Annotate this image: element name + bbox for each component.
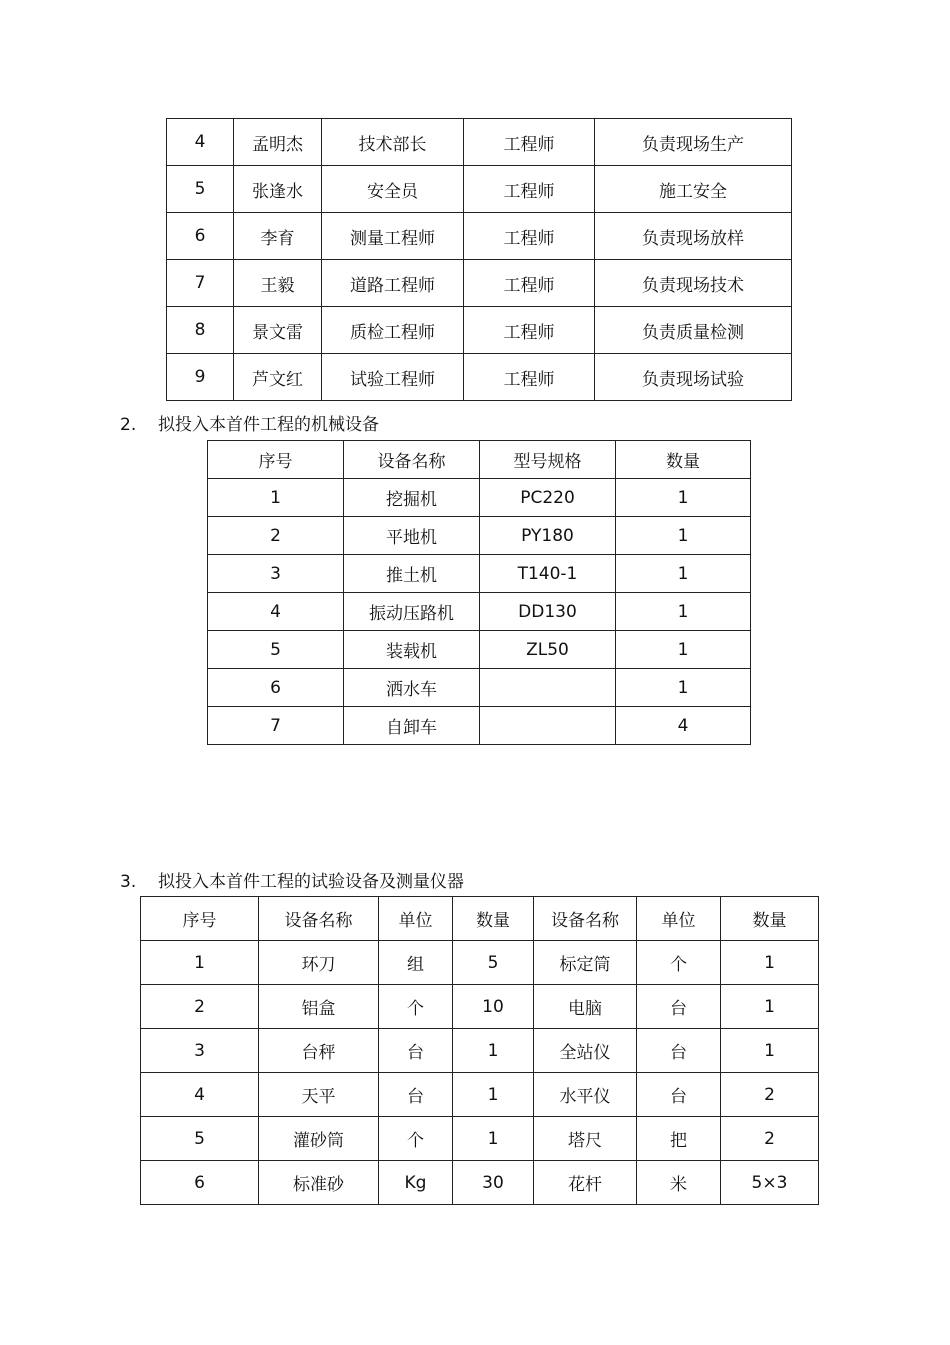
table-cell: 全站仪: [534, 1029, 637, 1073]
table-row: [208, 555, 751, 593]
table-cell: 试验工程师: [322, 354, 464, 401]
section-title: 拟投入本首件工程的试验设备及测量仪器: [158, 872, 464, 892]
table-cell: 负责质量检测: [595, 307, 792, 354]
table-cell: 1: [616, 669, 751, 707]
column-header: 数量: [616, 441, 751, 479]
section-title: 拟投入本首件工程的机械设备: [158, 415, 379, 435]
table-cell: 1: [616, 631, 751, 669]
table-cell: 标定筒: [534, 941, 637, 985]
table-header-row: [208, 441, 751, 479]
table-row: [167, 166, 792, 213]
table-cell: 负责现场放样: [595, 213, 792, 260]
column-header: 单位: [379, 897, 453, 941]
table-cell: PC220: [480, 479, 616, 517]
table-cell: 负责现场试验: [595, 354, 792, 401]
table-cell: 个: [379, 985, 453, 1029]
table-cell: 自卸车: [344, 707, 480, 745]
table-cell: 环刀: [259, 941, 379, 985]
table-row: [208, 479, 751, 517]
table-row: [208, 631, 751, 669]
table-row: [141, 1029, 819, 1073]
machinery-table: [207, 440, 751, 745]
table-cell: 1: [616, 517, 751, 555]
table-cell: 芦文红: [234, 354, 322, 401]
staff-table: [166, 118, 792, 401]
column-header: 数量: [453, 897, 534, 941]
table-cell: Kg: [379, 1161, 453, 1205]
table-cell: 台: [637, 985, 721, 1029]
column-header: 设备名称: [534, 897, 637, 941]
table-cell: 铝盒: [259, 985, 379, 1029]
table-cell: 1: [616, 555, 751, 593]
table-cell: 1: [721, 941, 819, 985]
table-cell: 5: [453, 941, 534, 985]
table-row: [208, 669, 751, 707]
table-cell: 6: [208, 669, 344, 707]
table-cell: 安全员: [322, 166, 464, 213]
table-cell: 5: [208, 631, 344, 669]
table-cell: [480, 669, 616, 707]
table-cell: 组: [379, 941, 453, 985]
table-cell: 台秤: [259, 1029, 379, 1073]
table-cell: 挖掘机: [344, 479, 480, 517]
table-cell: 1: [208, 479, 344, 517]
table-cell: 个: [637, 941, 721, 985]
table-cell: 标准砂: [259, 1161, 379, 1205]
table-row: [167, 307, 792, 354]
instrument-section-heading: [120, 867, 464, 892]
table-cell: 水平仪: [534, 1073, 637, 1117]
table-cell: 洒水车: [344, 669, 480, 707]
table-cell: 灌砂筒: [259, 1117, 379, 1161]
column-header: 设备名称: [344, 441, 480, 479]
table-cell: 7: [167, 260, 234, 307]
table-cell: 测量工程师: [322, 213, 464, 260]
table-cell: [480, 707, 616, 745]
table-cell: 6: [167, 213, 234, 260]
table-cell: 1: [453, 1073, 534, 1117]
table-cell: 2: [208, 517, 344, 555]
table-cell: 振动压路机: [344, 593, 480, 631]
table-cell: 4: [208, 593, 344, 631]
table-cell: 工程师: [464, 307, 595, 354]
table-row: [208, 593, 751, 631]
column-header: 序号: [208, 441, 344, 479]
table-cell: 2: [721, 1117, 819, 1161]
table-cell: 工程师: [464, 260, 595, 307]
column-header: 数量: [721, 897, 819, 941]
table-cell: 孟明杰: [234, 119, 322, 166]
table-cell: 1: [453, 1029, 534, 1073]
table-cell: 花杆: [534, 1161, 637, 1205]
table-cell: 质检工程师: [322, 307, 464, 354]
table-cell: 工程师: [464, 166, 595, 213]
table-cell: DD130: [480, 593, 616, 631]
table-cell: 1: [616, 593, 751, 631]
table-cell: 台: [379, 1073, 453, 1117]
table-cell: 天平: [259, 1073, 379, 1117]
table-cell: 工程师: [464, 354, 595, 401]
table-cell: 平地机: [344, 517, 480, 555]
table-cell: 10: [453, 985, 534, 1029]
table-cell: 王毅: [234, 260, 322, 307]
table-cell: 台: [637, 1073, 721, 1117]
table-cell: 1: [453, 1117, 534, 1161]
table-row: [167, 213, 792, 260]
instrument-table: [140, 896, 819, 1205]
table-cell: 李育: [234, 213, 322, 260]
table-cell: 米: [637, 1161, 721, 1205]
table-row: [141, 1117, 819, 1161]
table-cell: 4: [167, 119, 234, 166]
table-row: [208, 517, 751, 555]
table-cell: 2: [721, 1073, 819, 1117]
table-cell: 台: [637, 1029, 721, 1073]
table-cell: 8: [167, 307, 234, 354]
table-cell: 9: [167, 354, 234, 401]
table-cell: 电脑: [534, 985, 637, 1029]
table-cell: 4: [616, 707, 751, 745]
table-cell: 5: [141, 1117, 259, 1161]
table-cell: 2: [141, 985, 259, 1029]
table-cell: 施工安全: [595, 166, 792, 213]
table-cell: 3: [141, 1029, 259, 1073]
table-cell: 7: [208, 707, 344, 745]
table-cell: 1: [721, 1029, 819, 1073]
table-cell: 工程师: [464, 213, 595, 260]
table-cell: 1: [616, 479, 751, 517]
table-cell: ZL50: [480, 631, 616, 669]
table-cell: 推土机: [344, 555, 480, 593]
table-row: [167, 260, 792, 307]
table-cell: 塔尺: [534, 1117, 637, 1161]
table-cell: 4: [141, 1073, 259, 1117]
table-cell: 5: [167, 166, 234, 213]
table-cell: 负责现场技术: [595, 260, 792, 307]
table-cell: 30: [453, 1161, 534, 1205]
table-row: [167, 119, 792, 166]
table-cell: 6: [141, 1161, 259, 1205]
table-row: [167, 354, 792, 401]
table-cell: 道路工程师: [322, 260, 464, 307]
column-header: 单位: [637, 897, 721, 941]
column-header: 设备名称: [259, 897, 379, 941]
table-cell: 装载机: [344, 631, 480, 669]
column-header: 序号: [141, 897, 259, 941]
table-cell: 技术部长: [322, 119, 464, 166]
table-row: [141, 941, 819, 985]
table-row: [141, 985, 819, 1029]
table-cell: 把: [637, 1117, 721, 1161]
table-cell: 台: [379, 1029, 453, 1073]
table-cell: 5×3: [721, 1161, 819, 1205]
section-number: 3.: [120, 872, 137, 892]
table-cell: 工程师: [464, 119, 595, 166]
table-cell: 张逢水: [234, 166, 322, 213]
table-row: [141, 1073, 819, 1117]
table-cell: 1: [141, 941, 259, 985]
table-row: [208, 707, 751, 745]
section-number: 2.: [120, 415, 137, 435]
table-cell: 3: [208, 555, 344, 593]
table-cell: T140-1: [480, 555, 616, 593]
table-cell: PY180: [480, 517, 616, 555]
table-cell: 个: [379, 1117, 453, 1161]
table-row: [141, 1161, 819, 1205]
column-header: 型号规格: [480, 441, 616, 479]
table-cell: 1: [721, 985, 819, 1029]
table-cell: 景文雷: [234, 307, 322, 354]
table-header-row: [141, 897, 819, 941]
table-cell: 负责现场生产: [595, 119, 792, 166]
machinery-section-heading: [120, 410, 379, 435]
